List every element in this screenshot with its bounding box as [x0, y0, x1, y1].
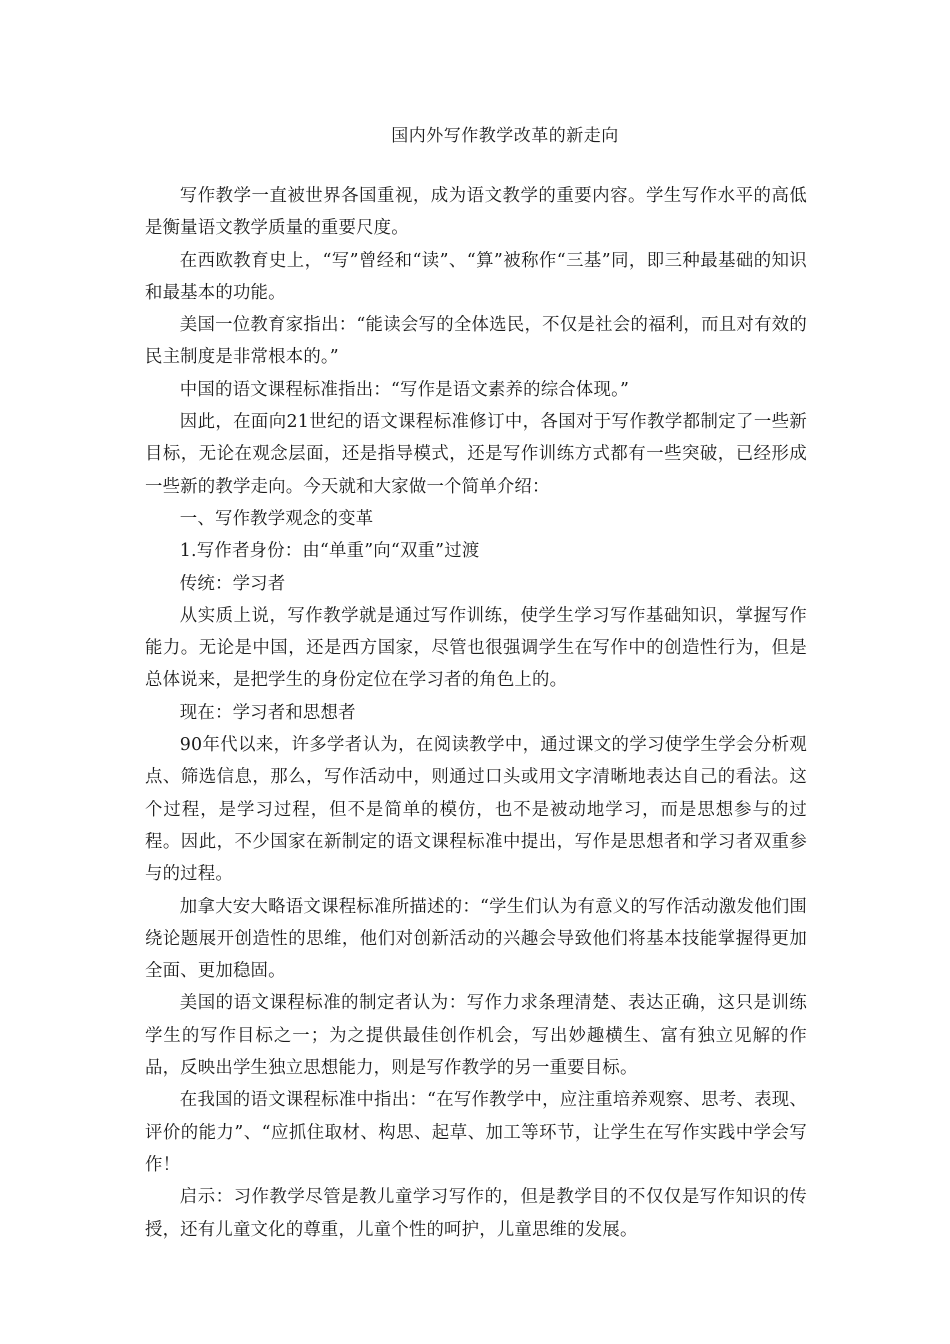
- paragraph-6: 从实质上说，写作教学就是通过写作训练，使学生学习写作基础知识，掌握写作能力。无论是中国，还是西方国家，尽管也很强调学生在写作中的创造性行为，但是总体说来，是把学生的身份定位在学习者的角色上的。: [145, 605, 807, 691]
- label-current: 现在：学习者和思想者: [179, 702, 356, 723]
- subsection-heading-1: 1.写作者身份：由“单重”向“双重”过渡: [179, 541, 480, 562]
- paragraph-4: 中国的语文课程标准指出：“写作是语文素养的综合体现。”: [179, 379, 630, 400]
- paragraph-8: 加拿大安大略语文课程标准所描述的：“学生们认为有意义的写作活动激发他们围绕论题展开创造性的思维，他们对创新活动的兴趣会导致他们将基本技能掌握得更加全面、更加稳固。: [145, 896, 807, 982]
- paragraph-3: 美国一位教育家指出：“能读会写的全体选民，不仅是社会的福利，而且对有效的民主制度是非常根本的。”: [145, 315, 807, 368]
- section-heading-1: 一、写作教学观念的变革: [179, 508, 374, 529]
- paragraph-7: 90年代以来，许多学者认为，在阅读教学中，通过课文的学习使学生学会分析观点、筛选信息，那么，写作活动中，则通过口头或用文字清晰地表达自己的看法。这个过程，是学习过程，但不是简单的模仿，也不是被动地学习，而是思想参与的过程。因此，不少国家在新制定的语文课程标准中提出，写作是思想者和学习者双重参与的过程。: [145, 735, 807, 885]
- document-body: [145, 180, 807, 1246]
- paragraph-1: 写作教学一直被世界各国重视，成为语文教学的重要内容。学生写作水平的高低是衡量语文教学质量的重要尺度。: [145, 186, 807, 239]
- document-title: 国内外写作教学改革的新走向: [391, 126, 619, 146]
- paragraph-11: 启示：习作教学尽管是教儿童学习写作的，但是教学目的不仅仅是写作知识的传授，还有儿童文化的尊重，儿童个性的呵护，儿童思维的发展。: [145, 1187, 807, 1240]
- paragraph-9: 美国的语文课程标准的制定者认为：写作力求条理清楚、表达正确，这只是训练学生的写作目标之一；为之提供最佳创作机会，写出妙趣横生、富有独立见解的作品，反映出学生独立思想能力，则是写作教学的另一重要目标。: [145, 993, 807, 1079]
- label-traditional: 传统：学习者: [179, 573, 286, 594]
- paragraph-10: 在我国的语文课程标准中指出：“在写作教学中，应注重培养观察、思考、表现、评价的能力”、“应抓住取材、构思、起草、加工等环节，让学生在写作实践中学会写作！: [145, 1090, 807, 1175]
- paragraph-2: 在西欧教育史上，“写”曾经和“读”、“算”被称作“三基”同，即三种最基础的知识和最基本的功能。: [145, 250, 807, 303]
- paragraph-5: 因此，在面向21世纪的语文课程标准修订中，各国对于写作教学都制定了一些新目标，无论在观念层面，还是指导模式，还是写作训练方式都有一些突破，已经形成一些新的教学走向。今天就和大家做一个简单介绍：: [145, 412, 807, 497]
